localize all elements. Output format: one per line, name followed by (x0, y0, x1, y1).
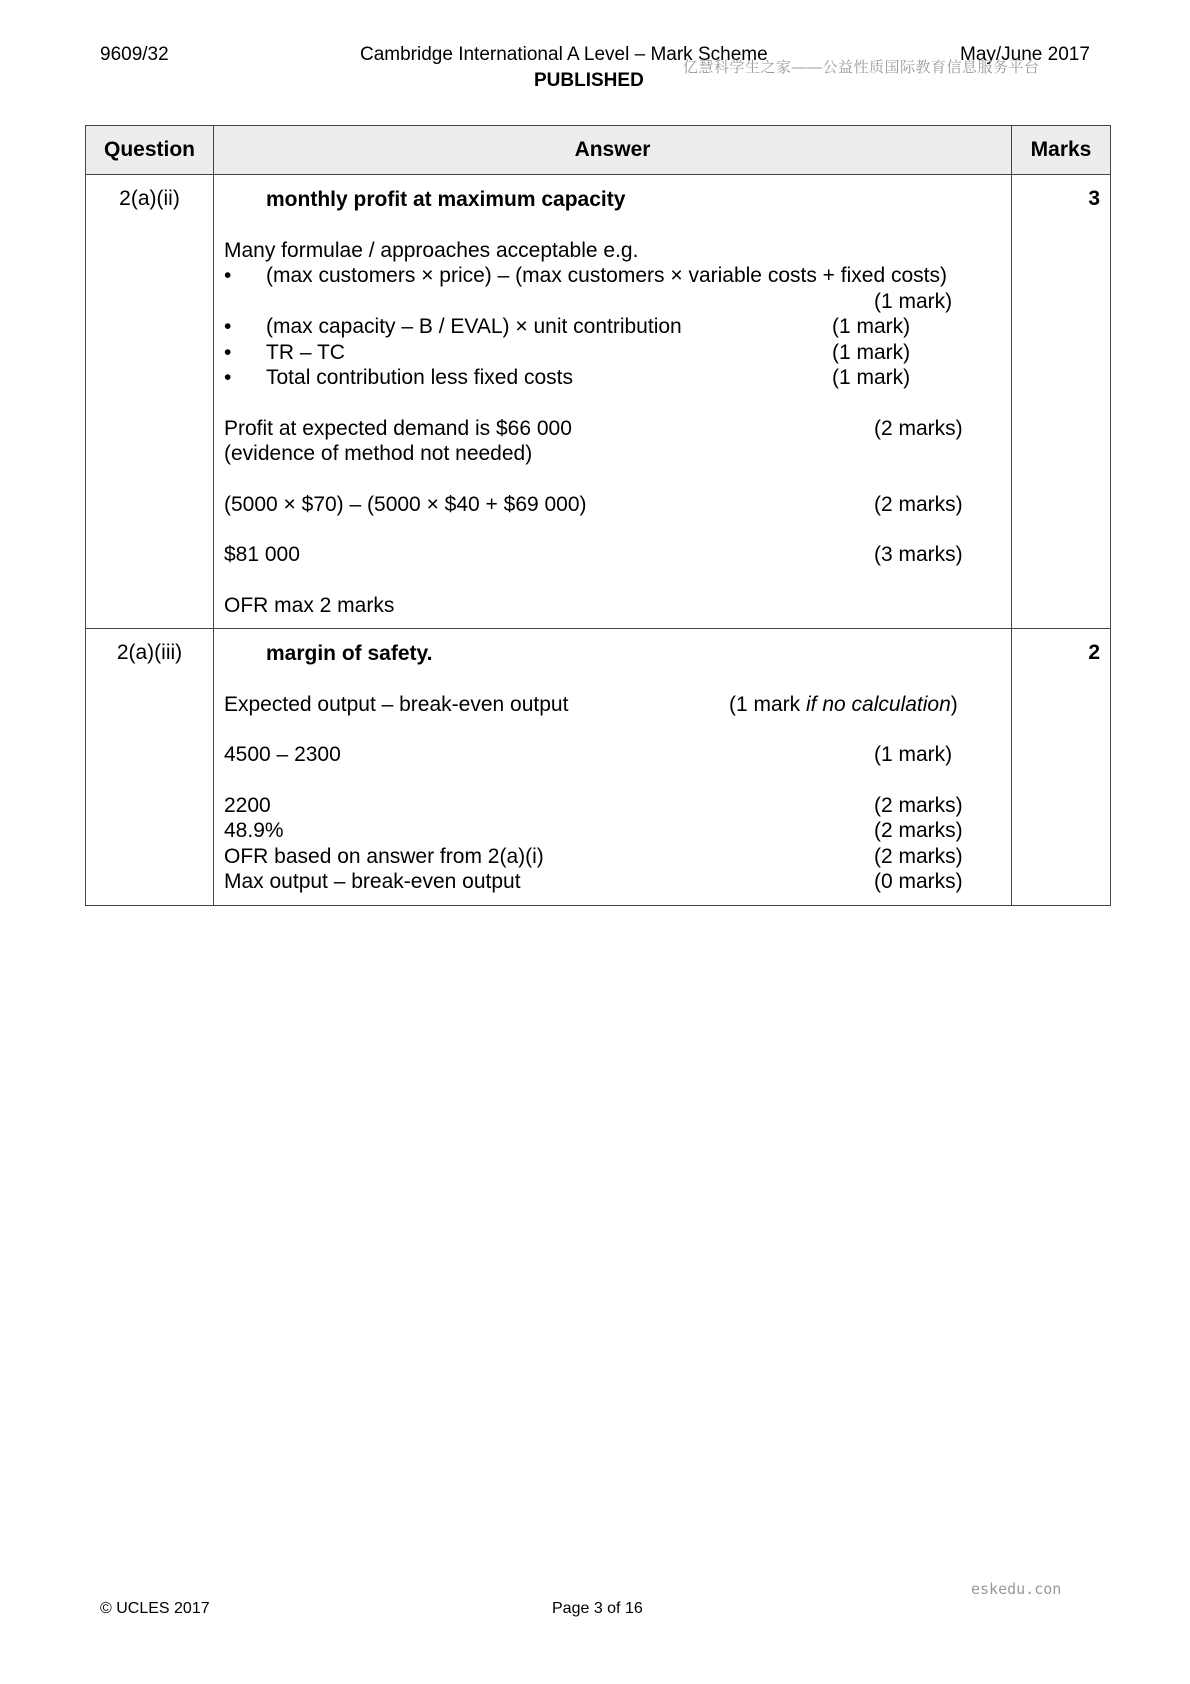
header-answer: Answer (214, 126, 1012, 175)
result-text: 2200 (224, 793, 271, 817)
result-mark: (0 marks) (874, 870, 963, 893)
evidence-note: (evidence of method not needed) (224, 442, 533, 465)
ofr-note: OFR max 2 marks (224, 593, 395, 617)
bullet-icon: • (224, 315, 232, 338)
bullet-icon: • (224, 264, 232, 287)
paper-code: 9609/32 (100, 44, 169, 65)
site-watermark: eskedu.con (971, 1580, 1062, 1598)
result-line (224, 818, 1011, 844)
result-mark: (2 marks) (874, 819, 963, 842)
profit-text: Profit at expected demand is $66 000 (224, 416, 572, 440)
answer-mark: (3 marks) (874, 543, 963, 566)
expected-text: Expected output – break-even output (224, 692, 569, 716)
result-mark: (2 marks) (874, 793, 963, 817)
bullet-text: (max capacity – B / EVAL) × unit contribution (266, 315, 682, 338)
bullet-mark: (1 mark) (832, 340, 911, 364)
copyright-text: © UCLES 2017 (100, 1600, 210, 1617)
question-number: 2(a)(ii) (86, 175, 214, 629)
profit-line (224, 416, 1011, 442)
bullet-mark-line (224, 289, 1011, 315)
answer-value: $81 000 (224, 543, 300, 566)
header-marks: Marks (1012, 126, 1111, 175)
marks-value: 2 (1012, 629, 1111, 906)
bullet-text: Total contribution less fixed costs (266, 366, 573, 389)
bullet-text: (max customers × price) – (max customers × variable costs + fixed costs) (266, 264, 947, 287)
header-question: Question (86, 126, 214, 175)
answer-cell (214, 175, 1012, 629)
calculation-mark: (2 marks) (874, 492, 963, 516)
mark-scheme-table (85, 125, 1111, 906)
document-subtitle: PUBLISHED (534, 70, 644, 91)
bullet-mark: (1 mark) (874, 289, 953, 313)
document-title: Cambridge International A Level – Mark Scheme (360, 44, 768, 65)
answer-title: monthly profit at maximum capacity (266, 188, 626, 211)
bullet-item (224, 263, 1011, 289)
bullet-icon: • (224, 366, 232, 389)
profit-mark: (2 marks) (874, 416, 963, 440)
calculation-text: (5000 × $70) – (5000 × $40 + $69 000) (224, 492, 587, 516)
answer-intro: Many formulae / approaches acceptable e.g. (224, 238, 639, 262)
answer-title: margin of safety. (266, 642, 433, 665)
bullet-item (224, 314, 1011, 340)
result-line (224, 793, 1011, 819)
calculation-line (224, 492, 1011, 518)
expected-mark: (1 mark if no calculation) (729, 692, 958, 716)
calculation-text: 4500 – 2300 (224, 743, 341, 766)
table-row (86, 629, 1111, 906)
expected-line (224, 692, 1011, 718)
exam-session: May/June 2017 (960, 44, 1090, 65)
bullet-item (224, 365, 1011, 391)
result-text: OFR based on answer from 2(a)(i) (224, 844, 544, 868)
watermark-text: 亿慧科学生之家——公益性质国际教育信息服务平台 (683, 59, 1040, 76)
calculation-mark: (1 mark) (874, 743, 953, 766)
result-mark: (2 marks) (874, 844, 963, 868)
bullet-text: TR – TC (266, 340, 345, 364)
table-header-row (86, 126, 1111, 175)
result-line (224, 844, 1011, 870)
table-row (86, 175, 1111, 629)
question-number: 2(a)(iii) (86, 629, 214, 906)
answer-line (224, 542, 1011, 568)
result-text: Max output – break-even output (224, 870, 521, 893)
bullet-icon: • (224, 340, 232, 364)
bullet-mark: (1 mark) (832, 315, 911, 338)
result-text: 48.9% (224, 819, 284, 842)
bullet-item (224, 340, 1011, 366)
page-number: Page 3 of 16 (552, 1600, 643, 1617)
answer-cell (214, 629, 1012, 906)
result-line (224, 869, 1011, 895)
marks-value: 3 (1012, 175, 1111, 629)
calculation-line (224, 742, 1011, 768)
bullet-mark: (1 mark) (832, 366, 911, 389)
